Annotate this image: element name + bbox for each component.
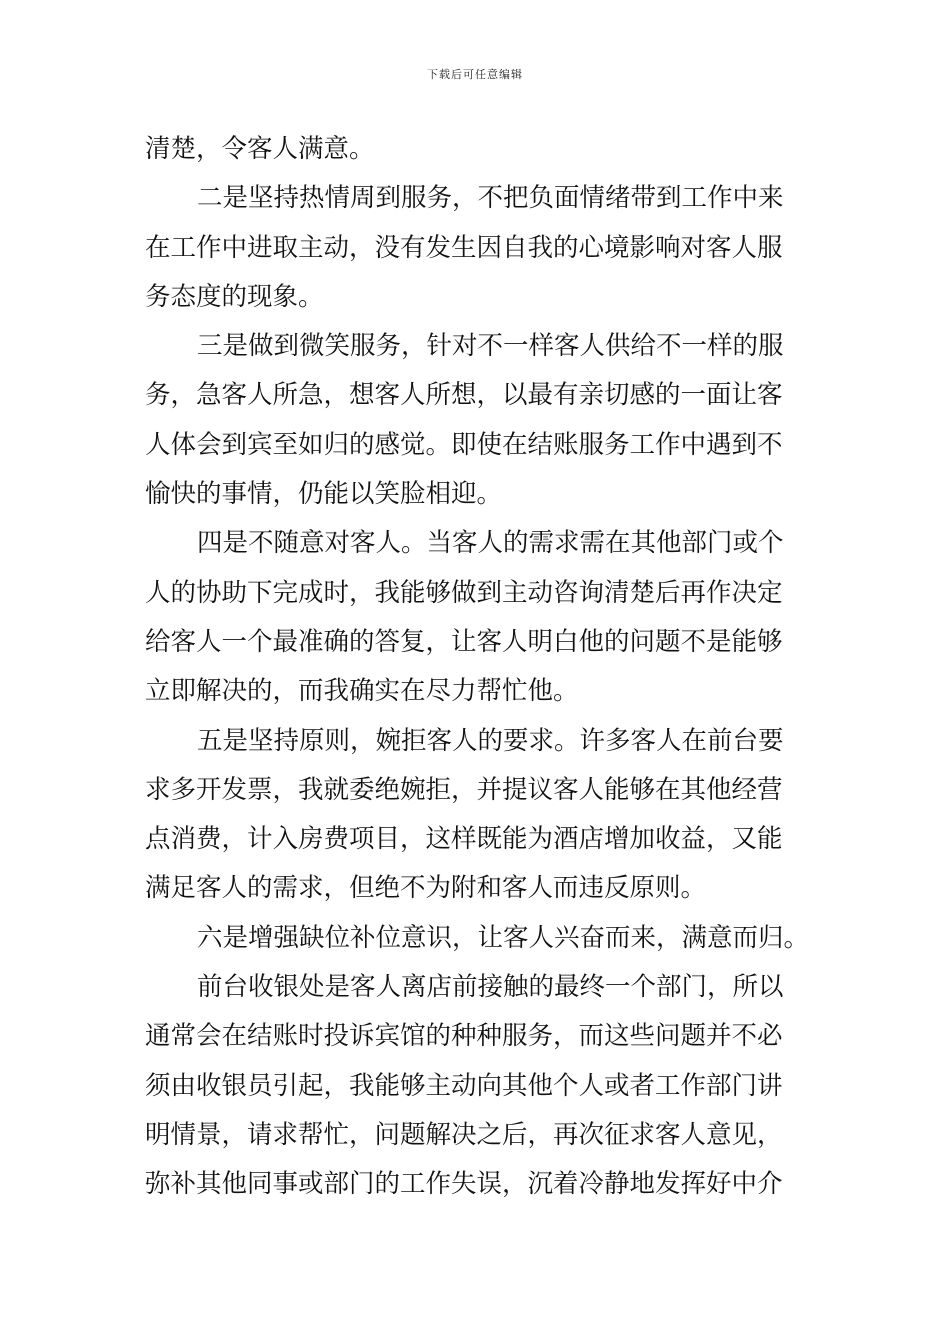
- text-line: 五是坚持原则，婉拒客人的要求。许多客人在前台要: [197, 725, 784, 756]
- text-line: 务，急客人所急，想客人所想，以最有亲切感的一面让客: [145, 380, 783, 411]
- text-line: 人的协助下完成时，我能够做到主动咨询清楚后再作决定: [145, 577, 783, 608]
- page-header: 下载后可任意编辑: [427, 68, 523, 81]
- text-line: 须由收银员引起，我能够主动向其他个人或者工作部门讲: [145, 1070, 783, 1101]
- text-line: 满足客人的需求，但绝不为附和客人而违反原则。: [145, 873, 707, 904]
- text-line: 愉快的事情，仍能以笑脸相迎。: [145, 479, 503, 510]
- text-line: 明情景，请求帮忙，问题解决之后，再次征求客人意见，: [145, 1119, 783, 1150]
- text-line: 六是增强缺位补位意识，让客人兴奋而来，满意而归。: [197, 922, 810, 953]
- body-text: [145, 125, 810, 1210]
- text-line: 点消费，计入房费项目，这样既能为酒店增加收益，又能: [145, 824, 783, 855]
- text-line: 在工作中进取主动，没有发生因自我的心境影响对客人服: [145, 232, 783, 263]
- text-line: 立即解决的，而我确实在尽力帮忙他。: [145, 676, 579, 707]
- text-line: 人体会到宾至如归的感觉。即使在结账服务工作中遇到不: [145, 429, 783, 460]
- text-line: 清楚，令客人满意。: [145, 134, 375, 164]
- text-line: 四是不随意对客人。当客人的需求需在其他部门或个: [197, 528, 784, 559]
- text-line: 前台收银处是客人离店前接触的最终一个部门，所以: [197, 972, 784, 1003]
- text-line: 务态度的现象。: [145, 281, 324, 312]
- text-line: 弥补其他同事或部门的工作失误，沉着冷静地发挥好中介: [145, 1169, 783, 1200]
- text-line: 三是做到微笑服务，针对不一样客人供给不一样的服: [197, 331, 784, 362]
- text-line: 求多开发票，我就委绝婉拒，并提议客人能够在其他经营: [145, 774, 783, 805]
- text-line: 二是坚持热情周到服务，不把负面情绪带到工作中来: [197, 183, 784, 214]
- text-line: 给客人一个最准确的答复，让客人明白他的问题不是能够: [145, 626, 783, 657]
- text-line: 通常会在结账时投诉宾馆的种种服务，而这些问题并不必: [145, 1021, 783, 1052]
